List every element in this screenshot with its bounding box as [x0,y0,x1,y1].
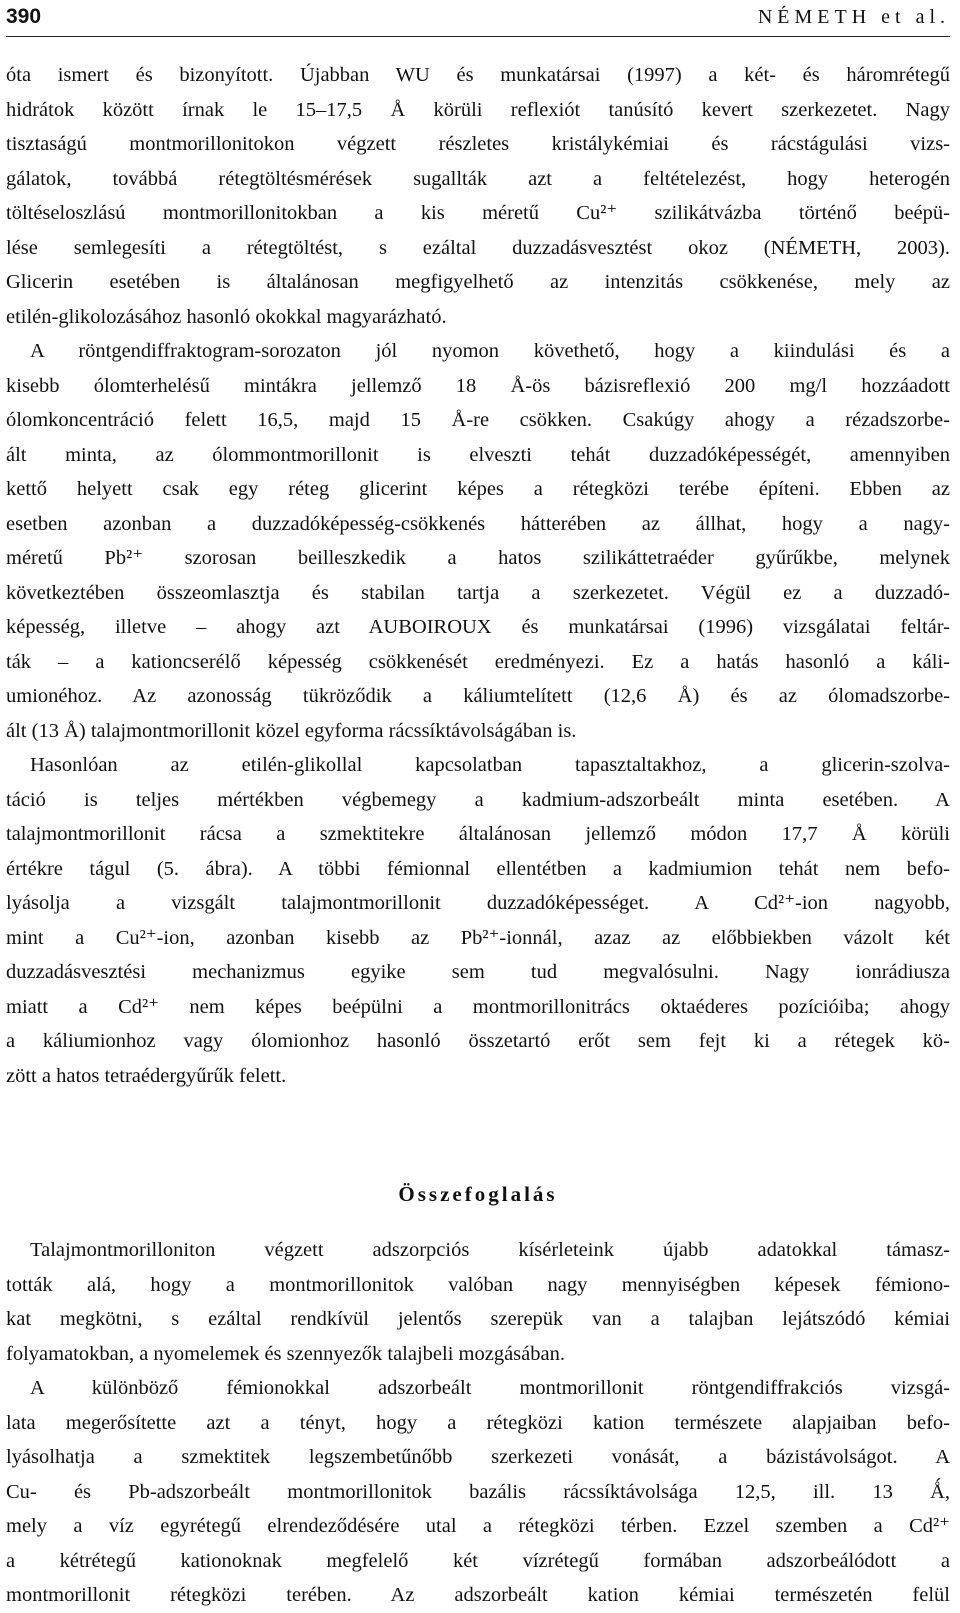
text-line: zött a hatos tetraédergyűrűk felett. [6,1064,287,1087]
text-line: kettő helyett csak egy réteg glicerint képes a rétegközi terébe építeni. Ebben az [6,478,950,500]
text-line: Talajmontmorilloniton végzett adszorpciós kísérleteink újabb adatokkal támasz- [30,1239,950,1261]
text-line: Glicerin esetében is általánosan megfigyelhető az intenzitás csökkenése, mely az [6,271,950,293]
body-text [6,58,950,1613]
text-line: lése semlegesíti a rétegtöltést, s ezáltal duzzadásvesztést okoz (NÉMETH, 2003). [6,236,950,259]
text-line: montmorillonit rétegközi terében. Az adszorbeált kation kémiai természetén felül [6,1584,950,1606]
text-line: kisebb ólomterhelésű mintákra jellemző 18 Å-ös bázisreflexió 200 mg/l hozzáadott [6,374,950,397]
text-line: A különböző fémionokkal adszorbeált montmorillonit röntgendiffrakciós vizsgá- [30,1377,950,1399]
text-line: A röntgendiffraktogram-sorozaton jól nyomon követhető, hogy a kiindulási és a [30,340,950,362]
text-line: folyamatokban, a nyomelemek és szennyezők talajbeli mozgásában. [6,1342,565,1365]
text-line: ált minta, az ólommontmorillonit is elveszti tehát duzzadóképességét, amennyiben [6,443,950,466]
text-line: következtében összeomlasztja és stabilan tartja a szerkezetet. Végül ez a duzzadó- [6,581,950,604]
text-line: duzzadásvesztési mechanizmus egyike sem tud megvalósulni. Nagy ionrádiusza [6,961,950,983]
text-line: óta ismert és bizonyított. Újabban WU és munkatársai (1997) a két- és háromrétegű [6,64,950,86]
text-line: umionéhoz. Az azonosság tükröződik a káliumtelített (12,6 Å) és az ólomadszorbe- [6,685,950,707]
text-line: a káliumionhoz vagy ólomionhoz hasonló összetartó erőt sem fejt ki a rétegek kö- [6,1030,950,1052]
text-line: hidrátok között írnak le 15–17,5 Å körüli reflexiót tanúsító kevert szerkezetet. Nagy [6,98,950,121]
text-line: Cu- és Pb-adszorbeált montmorillonitok bazális rácssíktávolsága 12,5, ill. 13 Ǻ, [6,1480,950,1503]
text-line: méretű Pb²⁺ szorosan beilleszkedik a hatos szilikáttetraéder gyűrűkbe, melynek [6,547,950,569]
text-line: kat megkötni, s ezáltal rendkívül jelentős szerepük van a talajban lejátszódó kémiai [6,1308,950,1330]
text-line: esetben azonban a duzzadóképesség-csökkenés hátterében az állhat, hogy a nagy- [6,512,950,535]
text-line: mint a Cu²⁺-ion, azonban kisebb az Pb²⁺-ionnál, azaz az előbbiekben vázolt két [6,926,950,949]
text-line: gálatok, továbbá rétegtöltésmérések sugallták azt a feltételezést, hogy heterogén [6,167,950,190]
text-line: képesség, illetve – ahogy azt AUBOIROUX és munkatársai (1996) vizsgálatai feltár- [6,616,950,638]
text-line: ólomkoncentráció felett 16,5, majd 15 Å-re csökken. Csakúgy ahogy a rézadszorbe- [6,409,950,431]
text-line: lyásolja a vizsgált talajmontmorillonit duzzadóképességet. A Cd²⁺-ion nagyobb, [6,892,950,914]
text-line: talajmontmorillonit rácsa a szmektitekre általánosan jellemző módon 17,7 Å körüli [6,823,950,845]
text-line: miatt a Cd²⁺ nem képes beépülni a montmorillonitrács oktaéderes pozícióiba; ahogy [6,995,950,1018]
text-line: táció is teljes mértékben végbemegy a kadmium-adszorbeált minta esetében. A [6,788,950,811]
text-line: ált (13 Å) talajmontmorillonit közel egyforma rácssíktávolságában is. [6,719,577,742]
text-line: értékre tágul (5. ábra). A többi fémionnal ellentétben a kadmiumion tehát nem befo- [6,857,950,880]
text-line: ták – a kationcserélő képesség csökkenését eredményezi. Ez a hatás hasonló a káli- [6,650,950,673]
text-line: Hasonlóan az etilén-glikollal kapcsolatban tapasztaltakhoz, a glicerin-szolva- [30,754,950,776]
text-line: a kétrétegű kationoknak megfelelő két vízrétegű formában adszorbeálódott a [6,1549,950,1572]
text-line: tották alá, hogy a montmorillonitok valóban nagy mennyiségben képesek fémiono- [6,1273,950,1296]
text-line: lata megerősítette azt a tényt, hogy a rétegközi kation természete alapjaiban befo- [6,1411,950,1434]
text-line: etilén-glikolozásához hasonló okokkal magyarázható. [6,305,447,328]
page-number: 390 [6,5,42,28]
section-heading: Összefoglalás [398,1182,558,1206]
running-head: NÉMETH et al. [757,6,950,28]
text-line: mely a víz egyrétegű elrendeződésére utal a rétegközi térben. Ezzel szemben a Cd²⁺ [6,1515,950,1537]
text-line: lyásolhatja a szmektitek legszembetűnőbb szerkezeti vonását, a bázistávolságot. A [6,1446,950,1468]
text-line: töltéseloszlású montmorillonitokban a kis méretű Cu²⁺ szilikátvázba történő beépü- [6,202,950,224]
text-line: tisztaságú montmorillonitokon végzett részletes kristálykémiai és rácstágulási vizs- [6,133,950,155]
page-header [6,0,950,37]
